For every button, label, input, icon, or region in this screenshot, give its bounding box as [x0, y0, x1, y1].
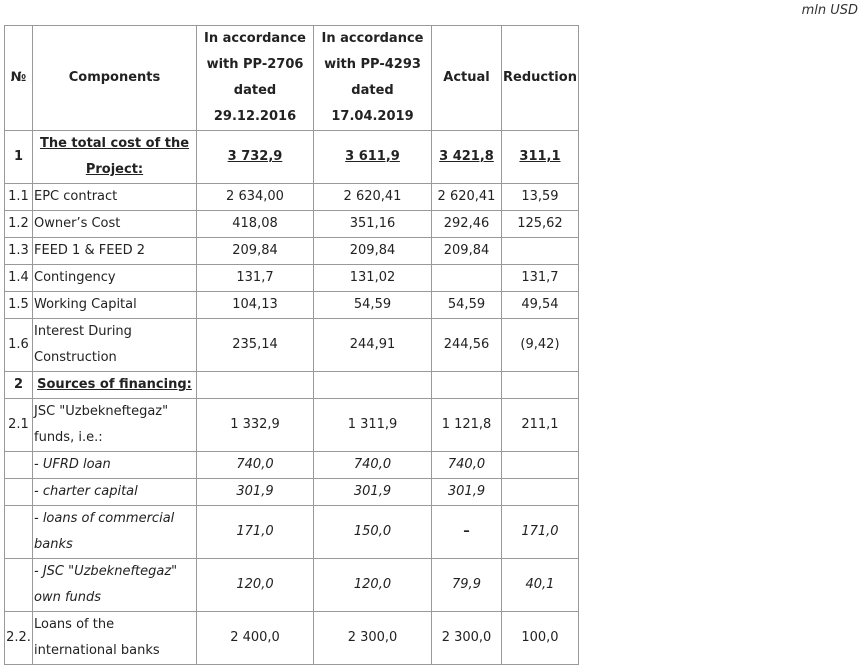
header-components: Components	[33, 26, 197, 131]
header-row	[5, 26, 579, 131]
row-pp2706: 209,84	[197, 238, 314, 265]
row-no: 1.5	[5, 292, 33, 319]
row-no: 1.3	[5, 238, 33, 265]
row-actual: 244,56	[432, 319, 502, 372]
row-name: Owner’s Cost	[33, 211, 197, 238]
row-actual: –	[432, 506, 502, 559]
table-row	[5, 612, 579, 665]
row-actual	[432, 265, 502, 292]
row-pp4293: 2 300,0	[314, 612, 432, 665]
table-row	[5, 372, 579, 399]
row-actual: 1 121,8	[432, 399, 502, 452]
row-actual: 301,9	[432, 479, 502, 506]
row-reduction: 40,1	[502, 559, 579, 612]
row-name: - JSC "Uzbekneftegaz" own funds	[33, 559, 197, 612]
table-row	[5, 292, 579, 319]
row-no	[5, 452, 33, 479]
row-name: - loans of commercial banks	[33, 506, 197, 559]
table-row	[5, 479, 579, 506]
table-row	[5, 265, 579, 292]
table-row	[5, 131, 579, 184]
row-no	[5, 479, 33, 506]
row-name: The total cost of the Project:	[33, 131, 197, 184]
row-reduction: 131,7	[502, 265, 579, 292]
unit-label: mln USD	[801, 3, 858, 18]
row-reduction: 171,0	[502, 506, 579, 559]
row-no: 1.6	[5, 319, 33, 372]
row-actual: 740,0	[432, 452, 502, 479]
table-row	[5, 559, 579, 612]
row-reduction	[502, 452, 579, 479]
row-pp2706: 3 732,9	[197, 131, 314, 184]
row-pp4293: 244,91	[314, 319, 432, 372]
row-reduction	[502, 238, 579, 265]
header-pp2706: In accordance with PP-2706 dated 29.12.2016	[197, 26, 314, 131]
row-pp4293	[314, 372, 432, 399]
row-actual: 2 300,0	[432, 612, 502, 665]
row-reduction: 49,54	[502, 292, 579, 319]
table-row	[5, 184, 579, 211]
row-actual: 209,84	[432, 238, 502, 265]
cost-table	[4, 25, 579, 665]
row-reduction	[502, 372, 579, 399]
row-pp2706: 2 400,0	[197, 612, 314, 665]
row-no: 1.1	[5, 184, 33, 211]
row-pp4293: 301,9	[314, 479, 432, 506]
row-pp2706: 120,0	[197, 559, 314, 612]
row-name: - UFRD loan	[33, 452, 197, 479]
row-pp4293: 54,59	[314, 292, 432, 319]
row-name: FEED 1 & FEED 2	[33, 238, 197, 265]
row-name: EPC contract	[33, 184, 197, 211]
row-no: 1	[5, 131, 33, 184]
table-row	[5, 238, 579, 265]
row-pp2706: 740,0	[197, 452, 314, 479]
row-reduction: 211,1	[502, 399, 579, 452]
row-no: 1.4	[5, 265, 33, 292]
header-no: №	[5, 26, 33, 131]
table-row	[5, 319, 579, 372]
row-reduction: 311,1	[502, 131, 579, 184]
row-no	[5, 559, 33, 612]
row-no: 2.2.	[5, 612, 33, 665]
row-pp4293: 2 620,41	[314, 184, 432, 211]
row-no: 2	[5, 372, 33, 399]
table-row	[5, 399, 579, 452]
row-pp4293: 150,0	[314, 506, 432, 559]
header-actual: Actual	[432, 26, 502, 131]
row-name: Sources of financing:	[33, 372, 197, 399]
row-name: Contingency	[33, 265, 197, 292]
row-no	[5, 506, 33, 559]
table-row	[5, 506, 579, 559]
row-pp4293: 3 611,9	[314, 131, 432, 184]
row-reduction	[502, 479, 579, 506]
row-pp2706: 131,7	[197, 265, 314, 292]
row-actual: 2 620,41	[432, 184, 502, 211]
row-pp4293: 740,0	[314, 452, 432, 479]
row-name: Working Capital	[33, 292, 197, 319]
row-pp2706: 418,08	[197, 211, 314, 238]
row-reduction: 13,59	[502, 184, 579, 211]
table-row	[5, 211, 579, 238]
row-pp4293: 209,84	[314, 238, 432, 265]
row-actual: 3 421,8	[432, 131, 502, 184]
row-reduction: 100,0	[502, 612, 579, 665]
row-pp4293: 1 311,9	[314, 399, 432, 452]
row-no: 1.2	[5, 211, 33, 238]
row-reduction: (9,42)	[502, 319, 579, 372]
row-pp4293: 120,0	[314, 559, 432, 612]
row-no: 2.1	[5, 399, 33, 452]
row-name: Interest During Construction	[33, 319, 197, 372]
row-actual: 79,9	[432, 559, 502, 612]
row-pp4293: 131,02	[314, 265, 432, 292]
row-pp2706: 2 634,00	[197, 184, 314, 211]
row-name: JSC "Uzbekneftegaz" funds, i.e.:	[33, 399, 197, 452]
row-name: Loans of the international banks	[33, 612, 197, 665]
row-pp2706: 171,0	[197, 506, 314, 559]
row-pp2706: 235,14	[197, 319, 314, 372]
row-name: - charter capital	[33, 479, 197, 506]
row-actual	[432, 372, 502, 399]
row-pp4293: 351,16	[314, 211, 432, 238]
row-actual: 54,59	[432, 292, 502, 319]
header-reduction: Reduction	[502, 26, 579, 131]
row-actual: 292,46	[432, 211, 502, 238]
table-row	[5, 452, 579, 479]
row-pp2706: 104,13	[197, 292, 314, 319]
row-pp2706	[197, 372, 314, 399]
row-pp2706: 301,9	[197, 479, 314, 506]
row-pp2706: 1 332,9	[197, 399, 314, 452]
header-pp4293: In accordance with PP-4293 dated 17.04.2019	[314, 26, 432, 131]
row-reduction: 125,62	[502, 211, 579, 238]
